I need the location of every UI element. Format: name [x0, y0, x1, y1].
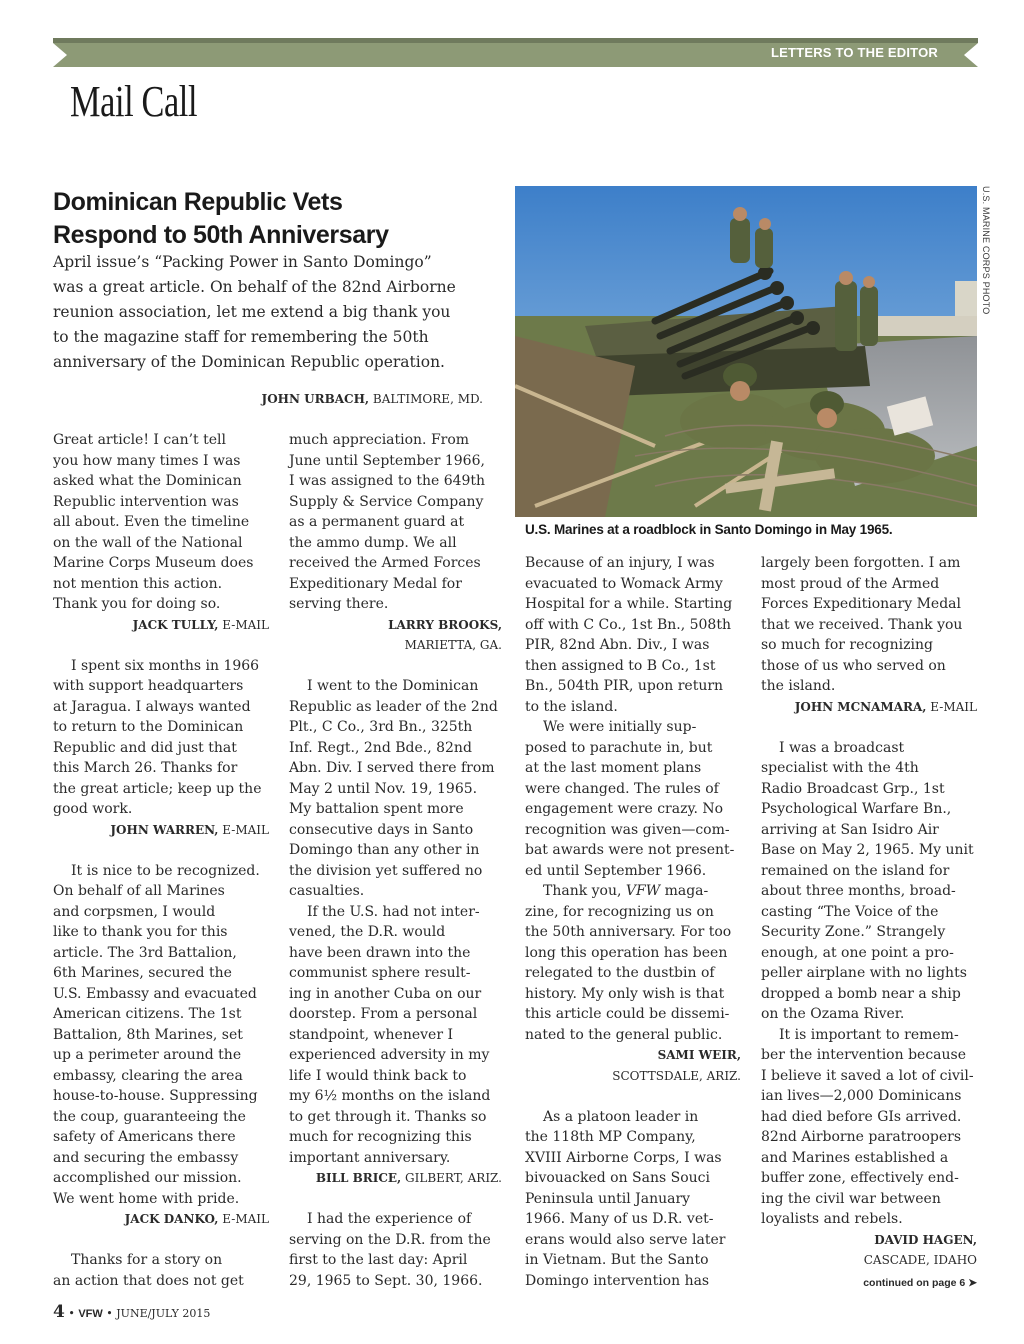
signature-jack-danko: [53, 1209, 269, 1230]
text-line: Domingo than any other in: [289, 842, 480, 858]
text-line: serving there.: [289, 596, 389, 612]
text-line: first to the last day: April: [289, 1252, 468, 1268]
text-line: Supply & Service Company: [289, 493, 484, 510]
text-line: important anniversary.: [289, 1149, 451, 1166]
text-line: and corpsmen, I would: [53, 903, 216, 920]
signature-place: SCOTTSDALE, ARIZ.: [612, 1068, 741, 1083]
text-line: standpoint, whenever I: [289, 1026, 454, 1043]
text-line: I believe it saved a lot of civil-: [761, 1067, 974, 1084]
signature-place-line: [761, 1250, 977, 1271]
text-line: at the last moment plans: [525, 760, 702, 776]
letter-body: [289, 676, 502, 1168]
text-line: you how many times I was: [53, 452, 241, 469]
intro-line: anniversary of the Dominican Republic operation.: [53, 353, 445, 371]
text-line: were changed. The rules of: [525, 780, 719, 797]
text-line: article. The 3rd Battalion,: [53, 944, 237, 961]
text-line: bivouacked on Sans Souci: [525, 1170, 711, 1186]
text-line: have been drawn into the: [289, 944, 471, 961]
text-line: in Vietnam. But the Santo: [525, 1252, 709, 1268]
photo-caption: U.S. Marines at a roadblock in Santo Domingo in May 1965.: [525, 522, 893, 537]
text-line: Hospital for a while. Starting: [525, 596, 733, 612]
text-line: that we received. Thank you: [761, 616, 963, 633]
text-line: XVIII Airborne Corps, I was: [525, 1149, 722, 1166]
signature-name: SAMI WEIR,: [657, 1048, 741, 1062]
text-line: serving on the D.R. from the: [289, 1231, 491, 1248]
masthead-title: Mail Call: [70, 77, 198, 126]
signature-name: JOHN URBACH,: [261, 392, 370, 406]
text-line: Radio Broadcast Grp., 1st: [761, 780, 945, 797]
signature-john-mcnamara: [761, 697, 977, 718]
text-line: 6th Marines, secured the: [53, 965, 232, 981]
signature-name: JACK DANKO,: [124, 1212, 219, 1226]
text-line: accomplished our mission.: [53, 1170, 242, 1186]
text-line: Battalion, 8th Marines, set: [53, 1026, 243, 1043]
text-line: ed until September 1966.: [525, 862, 707, 879]
section-header-band: [53, 38, 978, 68]
text-line: Because of an injury, I was: [525, 555, 715, 571]
text-line: Thanks for a story on: [71, 1252, 223, 1268]
page-footer: [53, 1302, 210, 1322]
text-line: much for recognizing this: [289, 1129, 472, 1145]
text-line: ing the civil war between: [761, 1190, 941, 1207]
text-line: June until September 1966,: [289, 452, 485, 469]
text-line: to the island.: [525, 698, 618, 715]
text-line: Republic as leader of the 2nd: [289, 698, 498, 715]
text-line: Bn., 504th PIR, upon return: [525, 678, 724, 694]
text-line: consecutive days in Santo: [289, 821, 474, 838]
text-line: Base on May 2, 1965. My unit: [761, 842, 974, 858]
page-number: 4: [53, 1302, 65, 1322]
intro-line: reunion association, let me extend a big thank you: [53, 303, 451, 321]
signature-name: BILL BRICE,: [315, 1171, 402, 1185]
text-line: much appreciation. From: [289, 432, 470, 448]
text-line: embassy, clearing the area: [53, 1067, 243, 1084]
text-line: buffer zone, effectively end-: [761, 1170, 959, 1186]
text-line: safety of Americans there: [53, 1129, 236, 1145]
text-line: the great article; keep up the: [53, 780, 262, 797]
text-line: American citizens. The 1st: [53, 1006, 242, 1022]
intro-line: was a great article. On behalf of the 82nd Airborne: [53, 278, 456, 296]
text-line: an action that does not get: [53, 1272, 244, 1289]
signature-david-hagen: [761, 1230, 977, 1251]
text-line: I was a broadcast: [779, 739, 905, 756]
text-line: the division yet suffered no: [289, 862, 483, 879]
text-line: engagement were crazy. No: [525, 801, 724, 817]
text-line: had died before GIs arrived.: [761, 1108, 962, 1125]
photo-credit-text: U.S. MARINE CORPS PHOTO: [981, 186, 991, 315]
intro-signature: [53, 392, 483, 406]
letters-column-4: [761, 553, 977, 1293]
text-line: Forces Expeditionary Medal: [761, 596, 961, 612]
text-line: Psychological Warfare Bn.,: [761, 801, 952, 817]
text-line: 82nd Airborne paratroopers: [761, 1129, 962, 1145]
signature-place: CASCADE, IDAHO: [863, 1253, 977, 1267]
text-line: May 2 until Nov. 19, 1965.: [289, 780, 478, 797]
text-line: dropped a bomb near a ship: [761, 985, 961, 1002]
signature-bill-brice: [289, 1168, 502, 1189]
text-line: then assigned to B Co., 1st: [525, 657, 716, 674]
text-line: those of us who served on: [761, 657, 946, 674]
text-fragment: maga-: [660, 883, 709, 899]
text-line: nated to the general public.: [525, 1026, 723, 1043]
text-line: to return to the Dominican: [53, 719, 244, 735]
text-line: evacuated to Womack Army: [525, 575, 723, 592]
text-line: Peninsula until January: [525, 1190, 691, 1207]
text-line: erans would also serve later: [525, 1231, 726, 1248]
intro-line: April issue’s “Packing Power in Santo Domingo”: [53, 253, 432, 271]
section-label: LETTERS TO THE EDITOR: [771, 45, 938, 60]
text-line: casting “The Voice of the: [761, 903, 939, 920]
text-line: like to thank you for this: [53, 924, 228, 940]
text-line: good work.: [53, 801, 133, 817]
text-line: most proud of the Armed: [761, 575, 940, 592]
text-line: the 118th MP Company,: [525, 1129, 696, 1145]
text-line: and securing the embassy: [53, 1149, 239, 1166]
text-line: arriving at San Isidro Air: [761, 821, 939, 838]
text-line: We were initially sup-: [543, 719, 697, 735]
text-line: peller airplane with no lights: [761, 965, 967, 981]
text-line: history. My only wish is that: [525, 985, 725, 1002]
footer-separator: •: [102, 1307, 117, 1320]
text-line: U.S. Embassy and evacuated: [53, 985, 257, 1002]
signature-name: JACK TULLY,: [132, 617, 219, 632]
text-line: at Jaragua. I always wanted: [53, 698, 251, 715]
letters-column-2: [289, 430, 502, 1291]
text-line: Thank you for doing so.: [53, 596, 221, 612]
photo-credit: [979, 186, 993, 316]
text-line: as a permanent guard at: [289, 514, 465, 530]
text-line: with support headquarters: [53, 678, 244, 694]
text-line: I went to the Dominican: [307, 678, 479, 694]
text-line: casualties.: [289, 883, 365, 899]
footer-separator: •: [64, 1307, 79, 1320]
signature-place: GILBERT, ARIZ.: [401, 1171, 502, 1185]
signature-place: E-MAIL: [218, 1212, 269, 1226]
text-line: the coup, guaranteeing the: [53, 1108, 246, 1125]
text-line: on the wall of the National: [53, 534, 243, 551]
text-line: Great article! I can’t tell: [53, 432, 226, 448]
text-line: experienced adversity in my: [289, 1047, 490, 1063]
text-line: long this operation has been: [525, 944, 728, 961]
text-line: specialist with the 4th: [761, 760, 919, 776]
headline-line-1: Dominican Republic Vets: [53, 188, 343, 216]
text-line: all about. Even the timeline: [53, 514, 250, 530]
marines-roadblock-photo: [515, 186, 977, 517]
text-line: to get through it. Thanks so: [289, 1108, 487, 1125]
signature-larry-brooks: [289, 615, 502, 636]
signature-name: JOHN MCNAMARA,: [794, 699, 927, 714]
text-line: Security Zone.” Strangely: [761, 924, 946, 940]
signature-place: MARIETTA, GA.: [404, 638, 502, 652]
text-line: We went home with pride.: [53, 1190, 240, 1207]
text-line: Expeditionary Medal for: [289, 575, 462, 592]
letter-body: [53, 861, 269, 1210]
text-line: doorstep. From a personal: [289, 1006, 478, 1022]
text-line: this article could be dissemi-: [525, 1006, 730, 1022]
signature-john-warren: [53, 820, 269, 841]
text-line: life I would think back to: [289, 1067, 467, 1084]
text-line: loyalists and rebels.: [761, 1211, 903, 1227]
text-line: and Marines established a: [761, 1149, 949, 1166]
letter-body: [761, 738, 977, 1230]
headline-line-2: Respond to 50th Anniversary: [53, 221, 389, 249]
signature-name: LARRY BROOKS,: [388, 617, 502, 632]
text-line: enough, at one point a pro-: [761, 944, 954, 961]
text-line: up a perimeter around the: [53, 1047, 242, 1063]
signature-name: JOHN WARREN,: [110, 822, 219, 837]
signature-place: E-MAIL: [218, 617, 269, 632]
letter-body: [525, 1107, 741, 1292]
signature-jack-tully: [53, 615, 269, 636]
text-line: received the Armed Forces: [289, 555, 481, 571]
letter-body: [53, 1250, 269, 1291]
text-line: On behalf of all Marines: [53, 883, 225, 899]
continued-on-page-link[interactable]: continued on page 6 ➤: [863, 1276, 977, 1289]
issue-date: JUNE/JULY 2015: [116, 1307, 211, 1320]
text-line: the 50th anniversary. For too: [525, 924, 732, 940]
text-line: I was assigned to the 649th: [289, 473, 486, 489]
article-headline: [53, 186, 493, 252]
letter-body: [761, 553, 977, 697]
text-line: off with C Co., 1st Bn., 508th: [525, 616, 731, 633]
text-line: not mention this action.: [53, 575, 223, 592]
photo-illustration: [515, 186, 977, 517]
letter-body: [289, 430, 502, 615]
intro-letter: [53, 250, 493, 375]
text-line: I had the experience of: [307, 1211, 472, 1227]
text-line: PIR, 82nd Abn. Div., I was: [525, 637, 710, 653]
signature-place-line: [289, 635, 502, 656]
text-line: It is important to remem-: [779, 1026, 959, 1043]
text-line: ber the intervention because: [761, 1047, 966, 1063]
text-line: [525, 881, 741, 902]
text-line: Republic and did just that: [53, 739, 237, 756]
text-line: If the U.S. had not inter-: [307, 903, 480, 920]
text-line: Marine Corps Museum does: [53, 555, 254, 571]
text-line: I spent six months in 1966: [71, 657, 260, 674]
text-line: Inf. Regt., 2nd Bde., 82nd: [289, 739, 472, 756]
text-line: communist sphere result-: [289, 965, 471, 981]
letter-body: [53, 430, 269, 615]
text-line: Domingo intervention has: [525, 1272, 710, 1289]
letter-body: [289, 1209, 502, 1291]
intro-line: to the magazine staff for remembering the 50th: [53, 328, 429, 346]
text-line: my 6½ months on the island: [289, 1088, 491, 1104]
text-line: the island.: [761, 678, 836, 694]
text-line: house-to-house. Suppressing: [53, 1088, 258, 1104]
signature-place: BALTIMORE, MD.: [369, 392, 483, 406]
text-line: bat awards were not present-: [525, 842, 735, 858]
text-line: relegated to the dustbin of: [525, 965, 715, 981]
text-line: posed to parachute in, but: [525, 739, 713, 756]
text-line: Abn. Div. I served there from: [289, 760, 495, 776]
signature-sami-weir: [525, 1045, 741, 1066]
text-line: As a platoon leader in: [543, 1108, 699, 1125]
letter-body: [53, 656, 269, 820]
text-line: this March 26. Thanks for: [53, 760, 238, 776]
text-line: on the Ozama River.: [761, 1006, 905, 1022]
text-line: about three months, broad-: [761, 883, 956, 899]
text-line: zine, for recognizing us on: [525, 903, 714, 920]
text-line: Plt., C Co., 3rd Bn., 325th: [289, 719, 473, 735]
text-line: 1966. Many of us D.R. vet-: [525, 1211, 714, 1227]
magazine-name: VFW: [78, 1308, 103, 1320]
letters-column-3: [525, 553, 741, 1291]
text-line: ing in another Cuba on our: [289, 985, 482, 1002]
text-line: recognition was given—com-: [525, 821, 730, 838]
signature-place-line: [525, 1066, 741, 1087]
text-line: My battalion spent more: [289, 801, 464, 817]
text-line: It is nice to be recognized.: [71, 862, 260, 879]
signature-name: DAVID HAGEN,: [874, 1232, 977, 1247]
header-band-right-notch: [964, 43, 978, 67]
text-line: Republic intervention was: [53, 493, 239, 510]
signature-place: E-MAIL: [926, 699, 977, 714]
text-line: asked what the Dominican: [53, 473, 242, 489]
text-line: so much for recognizing: [761, 637, 933, 653]
text-line: ian lives—2,000 Dominicans: [761, 1088, 962, 1104]
header-band-left-notch: [53, 43, 67, 67]
text-line: remained on the island for: [761, 862, 950, 879]
magazine-title: VFW: [625, 883, 661, 899]
text-line: vened, the D.R. would: [289, 924, 446, 940]
text-line: largely been forgotten. I am: [761, 555, 961, 571]
text-line: 29, 1965 to Sept. 30, 1966.: [289, 1272, 483, 1289]
letters-column-1: [53, 430, 269, 1291]
letter-body: [525, 553, 741, 1045]
text-line: the ammo dump. We all: [289, 534, 457, 551]
signature-place: E-MAIL: [218, 822, 269, 837]
text-fragment: Thank you,: [543, 883, 626, 899]
